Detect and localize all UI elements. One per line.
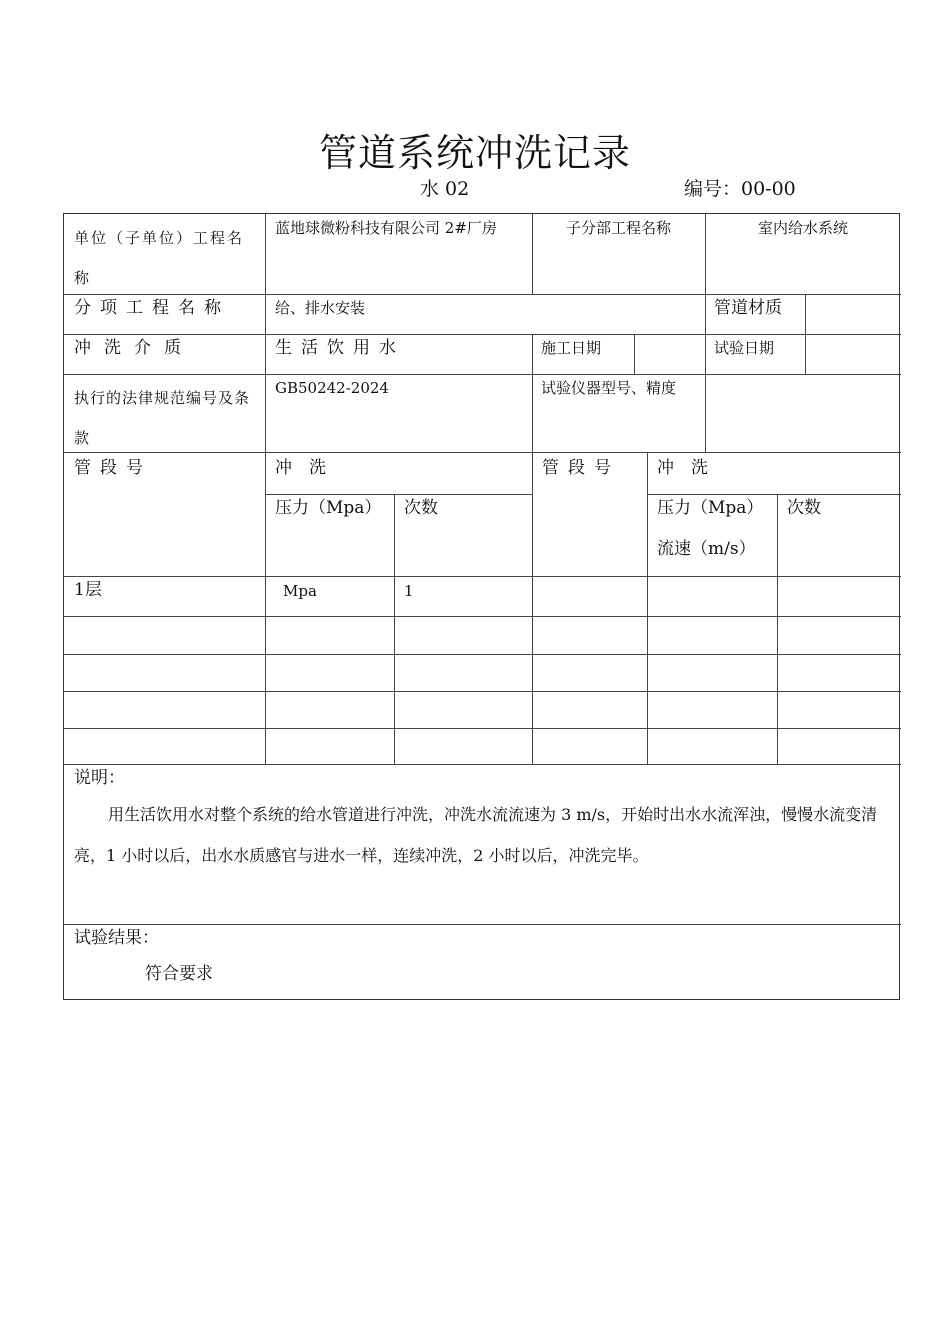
- col-divider: [532, 374, 533, 452]
- row-divider: [64, 654, 901, 655]
- table-cell: Mpa: [283, 582, 317, 600]
- left-flush-header: 冲 洗: [275, 458, 326, 478]
- flush-record-form: [63, 213, 900, 1000]
- col-divider: [705, 294, 706, 334]
- col-divider: [634, 334, 635, 374]
- row-divider: [64, 616, 901, 617]
- row-divider: [64, 728, 901, 729]
- col-divider: [705, 374, 706, 452]
- result-value: 符合要求: [145, 964, 213, 984]
- col-divider: [647, 452, 648, 764]
- page-title: 管道系统冲洗记录: [318, 131, 631, 175]
- notes-text: 用生活饮用水对整个系统的给水管道进行冲洗，冲洗水流流速为 3 m/s，开始时出水水流浑浊，慢慢水流变清亮，1 小时以后，出水水质感官与进水一样，连续冲洗，2 小时以后，冲洗完毕。: [74, 805, 878, 865]
- item-project-value: 给、排水安装: [275, 299, 366, 317]
- row-divider: [265, 494, 532, 495]
- col-divider: [805, 294, 806, 334]
- row-divider: [64, 924, 901, 925]
- row-divider: [64, 691, 901, 692]
- right-count-header: 次数: [787, 498, 821, 518]
- flush-medium-value: 生活饮用水: [275, 338, 405, 358]
- test-date-label: 试验日期: [714, 339, 775, 357]
- col-divider: [265, 214, 266, 294]
- col-divider: [265, 334, 266, 374]
- result-label: 试验结果：: [74, 928, 159, 948]
- table-cell: 1: [404, 582, 414, 600]
- row-divider: [64, 374, 901, 375]
- unit-project-value: 蓝地球微粉科技有限公司 2#厂房: [275, 219, 497, 237]
- pipe-material-label: 管道材质: [714, 298, 782, 318]
- construction-date-label: 施工日期: [541, 339, 602, 357]
- row-divider: [64, 764, 901, 765]
- left-pressure-header: 压力（Mpa）: [275, 498, 382, 518]
- col-divider: [394, 494, 395, 764]
- table-cell: 1层: [74, 580, 102, 600]
- col-divider: [265, 452, 266, 764]
- form-code: 水 02: [420, 178, 470, 200]
- col-divider: [265, 294, 266, 334]
- item-project-label: 分项工程名称: [74, 298, 230, 318]
- flush-medium-label: 冲洗介质: [74, 338, 194, 358]
- sub-project-label: 子分部工程名称: [565, 219, 671, 237]
- record-number: 编号：00-00: [684, 178, 796, 200]
- unit-project-label: 单位（子单位）工程名称: [74, 229, 245, 287]
- col-divider: [532, 452, 533, 764]
- standard-label: 执行的法律规范编号及条款: [74, 389, 251, 447]
- notes-label: 说明：: [74, 768, 125, 788]
- col-divider: [532, 334, 533, 374]
- left-segment-header: 管段号: [74, 458, 152, 478]
- right-speed-header: 流速（m/s）: [657, 539, 756, 559]
- right-segment-header: 管段号: [542, 458, 620, 478]
- left-count-header: 次数: [404, 498, 438, 518]
- instrument-label: 试验仪器型号、精度: [541, 379, 677, 397]
- row-divider: [647, 494, 901, 495]
- col-divider: [705, 334, 706, 374]
- row-divider: [64, 334, 901, 335]
- right-pressure-header: 压力（Mpa）: [657, 498, 764, 518]
- right-flush-header: 冲 洗: [657, 458, 708, 478]
- col-divider: [805, 334, 806, 374]
- standard-value: GB50242-2024: [275, 379, 389, 397]
- col-divider: [777, 494, 778, 764]
- col-divider: [265, 374, 266, 452]
- row-divider: [64, 576, 901, 577]
- sub-project-value: 室内给水系统: [757, 219, 848, 237]
